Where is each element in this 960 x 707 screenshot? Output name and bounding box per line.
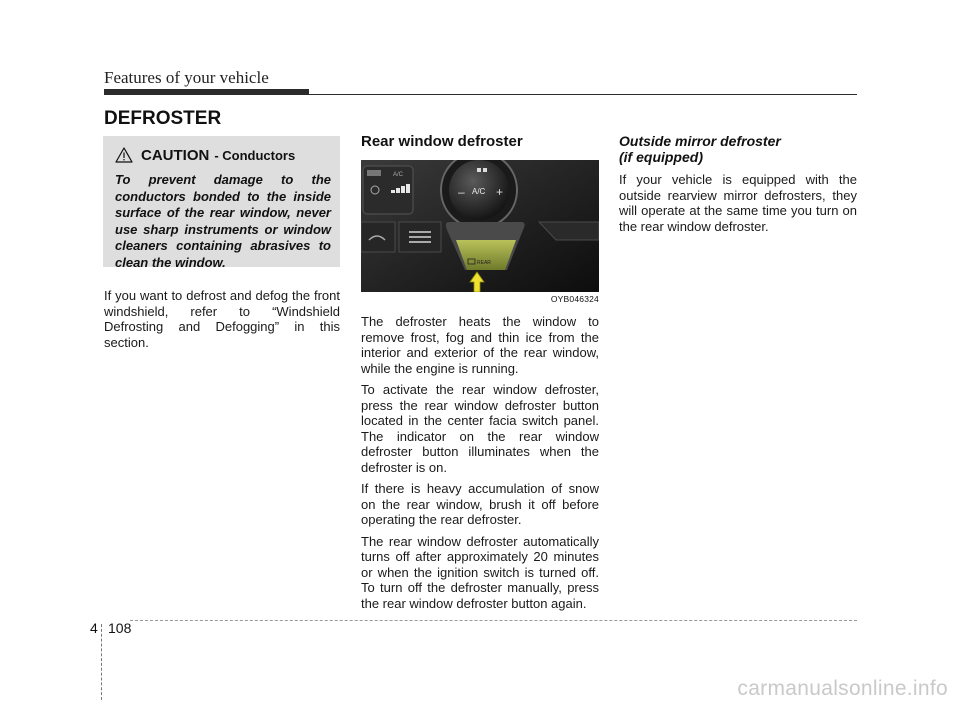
caution-box — [103, 136, 340, 270]
mirror-defroster-heading-line1: Outside mirror defroster — [619, 133, 781, 149]
warning-triangle-icon — [115, 147, 133, 163]
header-rule-thin — [309, 94, 857, 95]
knob-ac-label: A/C — [472, 187, 486, 196]
chapter-title: Features of your vehicle — [104, 68, 269, 87]
rear-defroster-paragraph-3: If there is heavy accumulation of snow on the rear window, brush it off before operating the rear defroster. — [361, 481, 599, 527]
climate-panel-figure — [361, 160, 599, 305]
footer-rule — [130, 620, 857, 621]
rear-defroster-body — [361, 314, 599, 611]
rear-window-defroster-column — [361, 133, 599, 617]
windshield-reference-paragraph: If you want to defrost and defog the front windshield, refer to “Windshield Defrosting and Defogging” in this section. — [104, 288, 340, 350]
chapter-number: 4 — [90, 620, 98, 636]
caution-word: CAUTION — [141, 146, 210, 164]
climate-panel-illustration — [361, 160, 599, 305]
rear-defroster-paragraph-4: The rear window defroster automatically turns off after approximately 20 minutes or when the ignition switch is turned off. To turn off the defroster manually, press the rear window defroster button again. — [361, 533, 599, 611]
section-heading: DEFROSTER — [104, 108, 222, 129]
rear-button-label: REAR — [477, 260, 491, 266]
mirror-defroster-heading — [619, 133, 857, 165]
rear-defroster-paragraph-1: The defroster heats the window to remove frost, fog and thin ice from the interior and exterior of the rear window, while the engine is running. — [361, 314, 599, 376]
rear-defroster-paragraph-2: To activate the rear window defroster, press the rear window defroster button located in the center facia switch panel. The indicator on the rear window defroster button illuminates when the defroster is on. — [361, 382, 599, 475]
header-rule-thick — [104, 89, 309, 95]
mirror-defroster-column — [619, 133, 857, 234]
watermark: carmanualsonline.info — [737, 677, 948, 700]
rear-window-defroster-heading: Rear window defroster — [361, 133, 523, 150]
caution-text: To prevent damage to the conductors bonded to the inside surface of the rear window, never use sharp instruments or window cleaners containing abrasives to clean the window. — [115, 172, 331, 270]
page-number-value: 108 — [108, 620, 132, 636]
caution-header — [115, 144, 331, 166]
caution-subject: - Conductors — [214, 147, 296, 163]
figure-code: OYB046324 — [550, 294, 599, 304]
knob-minus: – — [458, 185, 465, 199]
panel-ac-label: A/C — [393, 172, 404, 178]
mirror-defroster-heading-line2: (if equipped) — [619, 149, 703, 165]
mirror-defroster-paragraph: If your vehicle is equipped with the outside rearview mirror defrosters, they will operate at the same time you turn on the rear window defroster. — [619, 172, 857, 234]
knob-plus: + — [496, 185, 504, 199]
footer-vertical-rule — [101, 624, 103, 700]
